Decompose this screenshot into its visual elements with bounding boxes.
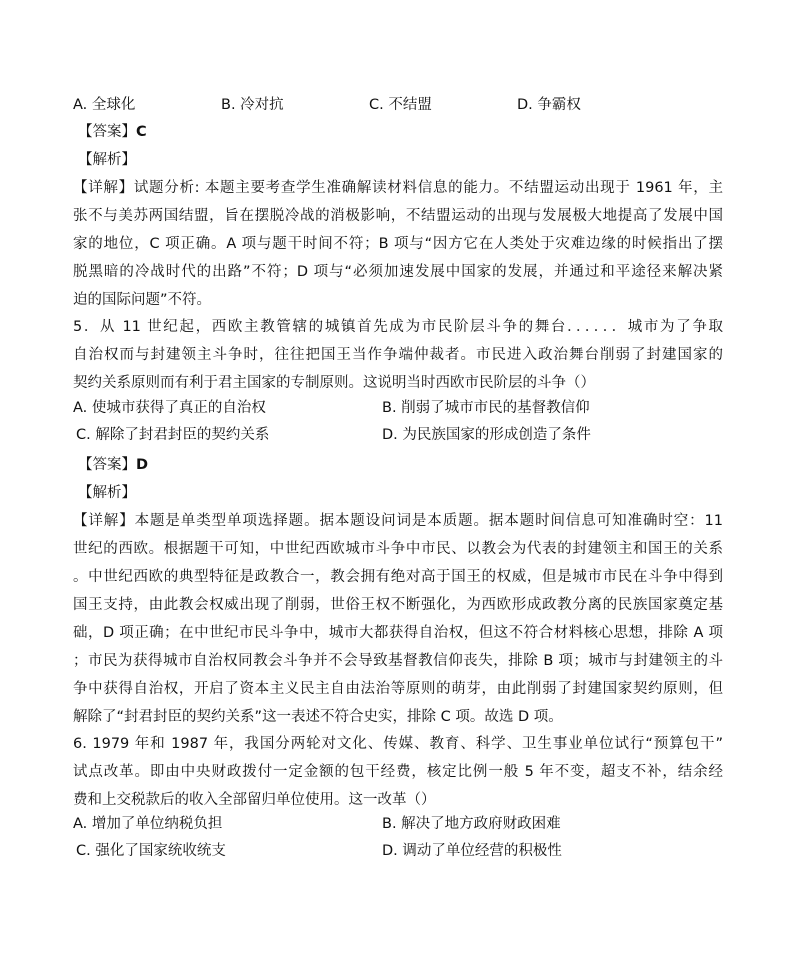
q5-option-d: D. 为民族国家的形成创造了条件	[382, 427, 591, 443]
q4-option-a: A. 全球化	[73, 97, 136, 113]
q5-stem-line-2: 自治权而与封建领主斗争时，往往把国王当作争端仲裁者。市民进入政治舞台削弱了封建国家的	[73, 347, 723, 363]
q6-option-d: D. 调动了单位经营的积极性	[382, 843, 562, 859]
q4-answer	[78, 122, 147, 142]
detail-text: 本题是单类型单项选择题。据本题设问词是本质题。据本题时间信息可知准确时空：11	[134, 513, 724, 529]
q4-detail-line-4: 脱黑暗的冷战时代的出路”不符；D 项与“必须加速发展中国家的发展，并通过和平途径来解决紧	[73, 264, 723, 280]
q4-option-b: B. 冷对抗	[221, 97, 284, 113]
q4-detail-line-3: 家的地位，C 项正确。A 项与题干时间不符；B 项与“因方它在人类处于灾难边缘的时候指出了摆	[73, 236, 723, 252]
q5-detail-line-1	[73, 511, 723, 531]
q5-detail-line-7: 争中获得自治权，开启了资本主义民主自由法治等原则的萌芽，由此削弱了封建国家契约原则，但	[73, 681, 723, 697]
q6-option-b: B. 解决了地方政府财政困难	[382, 816, 561, 832]
detail-label: 【详解】	[73, 513, 135, 529]
q5-stem-line-3: 契约关系原则而有利于君主国家的专制原则。这说明当时西欧市民阶层的斗争（）	[73, 375, 595, 391]
q4-option-c: C. 不结盟	[369, 97, 432, 113]
q5-detail-line-3: 。中世纪西欧的典型特征是政教合一，教会拥有绝对高于国王的权威，但是城市市民在斗争中得到	[73, 569, 723, 585]
q4-detail-line-2: 张不与美苏两国结盟，旨在摆脱冷战的消极影响，不结盟运动的出现与发展极大地提高了发展中国	[73, 208, 723, 224]
q5-answer	[78, 455, 148, 475]
detail-label: 【详解】	[73, 180, 134, 196]
q4-option-d: D. 争霸权	[517, 97, 581, 113]
q5-detail-line-5: 础，D 项正确；在中世纪市民斗争中，城市大都获得自治权，但这不符合材料核心思想，排除 A 项	[73, 625, 723, 641]
answer-value: C	[136, 124, 147, 140]
q4-detail-line-1	[73, 178, 723, 198]
q5-stem-line-1: 5．从 11 世纪起，西欧主教管辖的城镇首先成为市民阶层斗争的舞台．．．．．．城市为了争取	[73, 319, 723, 335]
q6-option-c: C. 强化了国家统收统支	[76, 843, 226, 859]
q5-detail-line-2: 世纪的西欧。根据题干可知，中世纪西欧城市斗争中市民、以教会为代表的封建领主和国王的关系	[73, 541, 723, 557]
detail-text: 试题分析: 本题主要考查学生准确解读材料信息的能力。不结盟运动出现于 1961 年，主	[133, 180, 723, 196]
q5-detail-line-8: 解除了“封君封臣的契约关系”这一表述不符合史实，排除 C 项。故选 D 项。	[73, 709, 563, 725]
q5-detail-line-4: 国王支持，由此教会权威出现了削弱，世俗王权不断强化，为西欧形成政教分离的民族国家奠定基	[73, 597, 723, 613]
q6-stem-line-1: 6. 1979 年和 1987 年，我国分两轮对文化、传媒、教育、科学、卫生事业单位试行“预算包干”	[73, 736, 723, 752]
q5-detail-line-6: ；市民为获得城市自治权同教会斗争并不会导致基督教信仰丧失，排除 B 项；城市与封建领主的斗	[73, 653, 723, 669]
q4-analysis-label: 【解析】	[78, 152, 136, 168]
q4-detail-line-5: 迫的国际问题”不符。	[73, 292, 212, 308]
q5-option-b: B. 削弱了城市市民的基督教信仰	[382, 400, 590, 416]
q6-option-a: A. 增加了单位纳税负担	[73, 816, 223, 832]
q5-option-a: A. 使城市获得了真正的自治权	[73, 400, 266, 416]
answer-label: 【答案】	[78, 457, 136, 473]
answer-label: 【答案】	[78, 124, 136, 140]
q6-stem-line-2: 试点改革。即由中央财政拨付一定金额的包干经费，核定比例一般 5 年不变，超支不补，结余经	[73, 764, 723, 780]
q6-stem-line-3: 费和上交税款后的收入全部留归单位使用。这一改革（）	[73, 792, 436, 808]
q5-analysis-label: 【解析】	[78, 485, 136, 501]
answer-value: D	[136, 457, 149, 473]
q5-option-c: C. 解除了封君封臣的契约关系	[76, 427, 270, 443]
